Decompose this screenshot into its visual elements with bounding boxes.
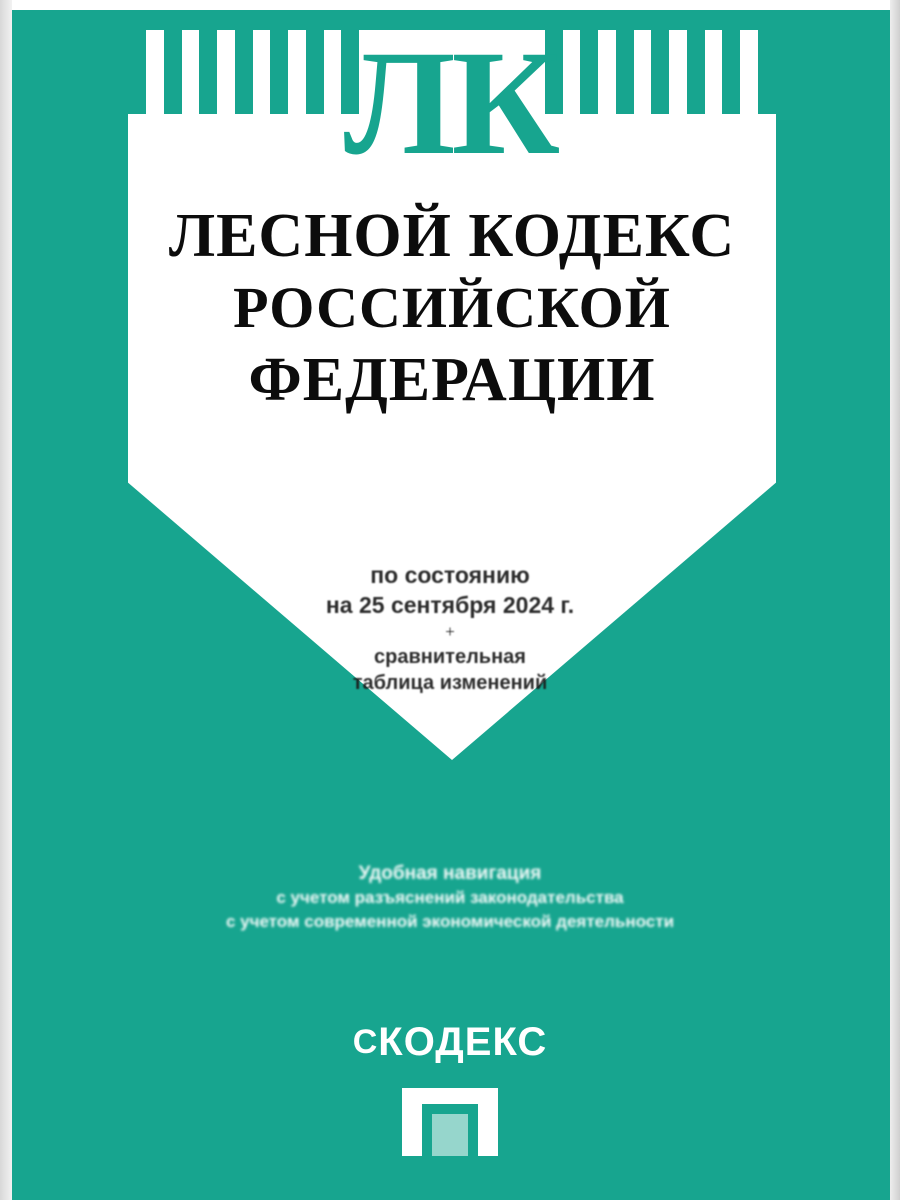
title-line-1: ЛЕСНОЙ КОДЕКС [168, 202, 736, 270]
subtitle-date: на 25 сентября 2024 г. [325, 592, 575, 618]
cover-subtitle [250, 560, 650, 696]
note-line-2: с учетом разъяснений законодательства [276, 888, 624, 907]
note-line-1: Удобная навигация [358, 863, 542, 884]
subtitle-status-label: по состоянию [370, 562, 530, 588]
subtitle-separator: + [445, 622, 455, 641]
logo-bar-left [402, 1088, 422, 1156]
note-line-3: с учетом современной экономической деятельности [225, 912, 675, 931]
publisher-c-mark: С [352, 1023, 379, 1061]
publisher-name [0, 1020, 900, 1064]
publisher-wordmark [353, 1020, 548, 1064]
subtitle-extra-line-2: таблица изменений [352, 672, 548, 694]
title-line-3: ФЕДЕРАЦИИ [248, 346, 656, 414]
subtitle-extra-line-1: сравнительная [374, 646, 526, 668]
scan-edge-top [0, 0, 900, 10]
publisher-logo [0, 1088, 900, 1161]
cover-notes [150, 862, 750, 934]
cover-title [140, 200, 764, 416]
title-line-2: РОССИЙСКОЙ [233, 275, 671, 340]
code-abbreviation-mark: ЛК [343, 20, 557, 186]
logo-bar-right [478, 1088, 498, 1156]
publisher-label: КОДЕКС [378, 1020, 548, 1064]
publisher-book-logo-icon [402, 1088, 498, 1156]
logo-bar-inner [432, 1114, 468, 1156]
